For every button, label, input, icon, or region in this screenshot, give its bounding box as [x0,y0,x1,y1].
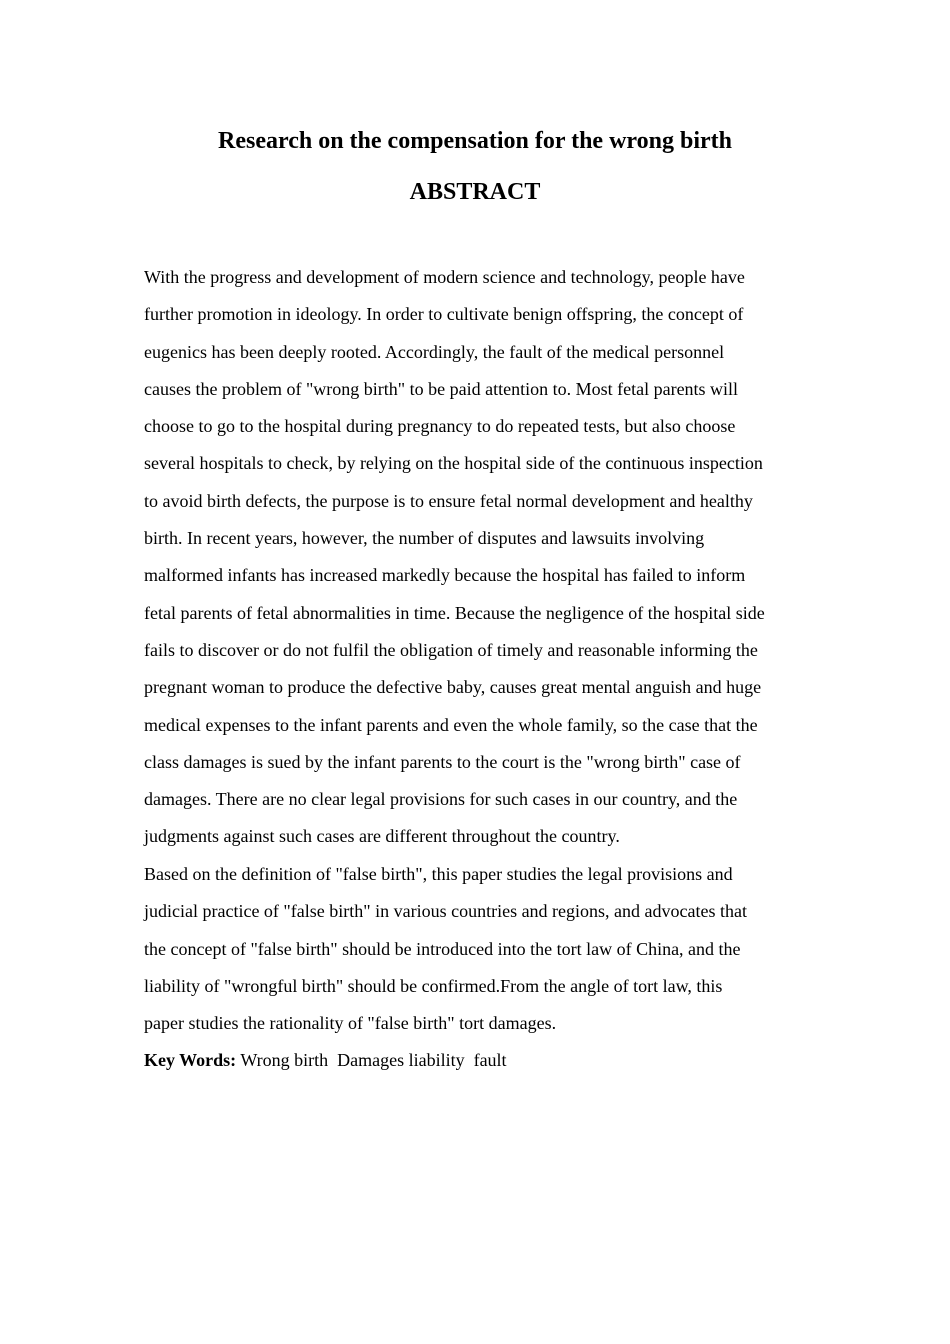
paragraph-line: medical expenses to the infant parents and even the whole family, so the case that the [144,714,758,735]
paragraph-line: damages. There are no clear legal provisions for such cases in our country, and the [144,789,738,810]
abstract-paragraph-1 [144,259,809,856]
paragraph-line: With the progress and development of modern science and technology, people have [144,267,745,287]
paragraph-line: paper studies the rationality of "false birth" tort damages. [144,1013,557,1034]
paragraph-line: several hospitals to check, by relying on the hospital side of the continuous inspection [144,453,763,474]
keywords-value: Wrong birth Damages liability fault [236,1050,507,1070]
paragraph-line: liability of "wrongful birth" should be confirmed.From the angle of tort law, this [144,975,723,996]
paragraph-line: judicial practice of "false birth" in various countries and regions, and advocates that [144,901,747,922]
paragraph-line: choose to go to the hospital during pregnancy to do repeated tests, but also choose [144,416,736,437]
paragraph-line: to avoid birth defects, the purpose is to ensure fetal normal development and healthy [144,490,753,511]
document-title: Research on the compensation for the wrong birth [218,128,732,154]
paragraph-line: class damages is sued by the infant parents to the court is the "wrong birth" case of [144,751,741,772]
paragraph-line: birth. In recent years, however, the number of disputes and lawsuits involving [144,528,705,549]
paragraph-line: eugenics has been deeply rooted. Accordingly, the fault of the medical personnel [144,341,725,362]
paragraph-line: malformed infants has increased markedly because the hospital has failed to inform [144,565,746,586]
paragraph-line: fails to discover or do not fulfil the obligation of timely and reasonable informing the [144,639,758,660]
paragraph-line: Based on the definition of "false birth", this paper studies the legal provisions and [144,864,733,884]
abstract-paragraph-2 [144,856,809,1042]
paragraph-line: further promotion in ideology. In order to cultivate benign offspring, the concept of [144,304,744,325]
paragraph-line: causes the problem of "wrong birth" to be paid attention to. Most fetal parents will [144,378,739,399]
paragraph-line: the concept of "false birth" should be introduced into the tort law of China, and the [144,938,741,959]
paragraph-line: pregnant woman to produce the defective baby, causes great mental anguish and huge [144,677,762,698]
keywords-label: Key Words: [144,1050,237,1070]
abstract-heading: ABSTRACT [409,179,541,205]
paragraph-line: judgments against such cases are different throughout the country. [144,826,620,847]
keywords-line [144,1042,507,1079]
paragraph-line: fetal parents of fetal abnormalities in time. Because the negligence of the hospital side [144,602,765,623]
